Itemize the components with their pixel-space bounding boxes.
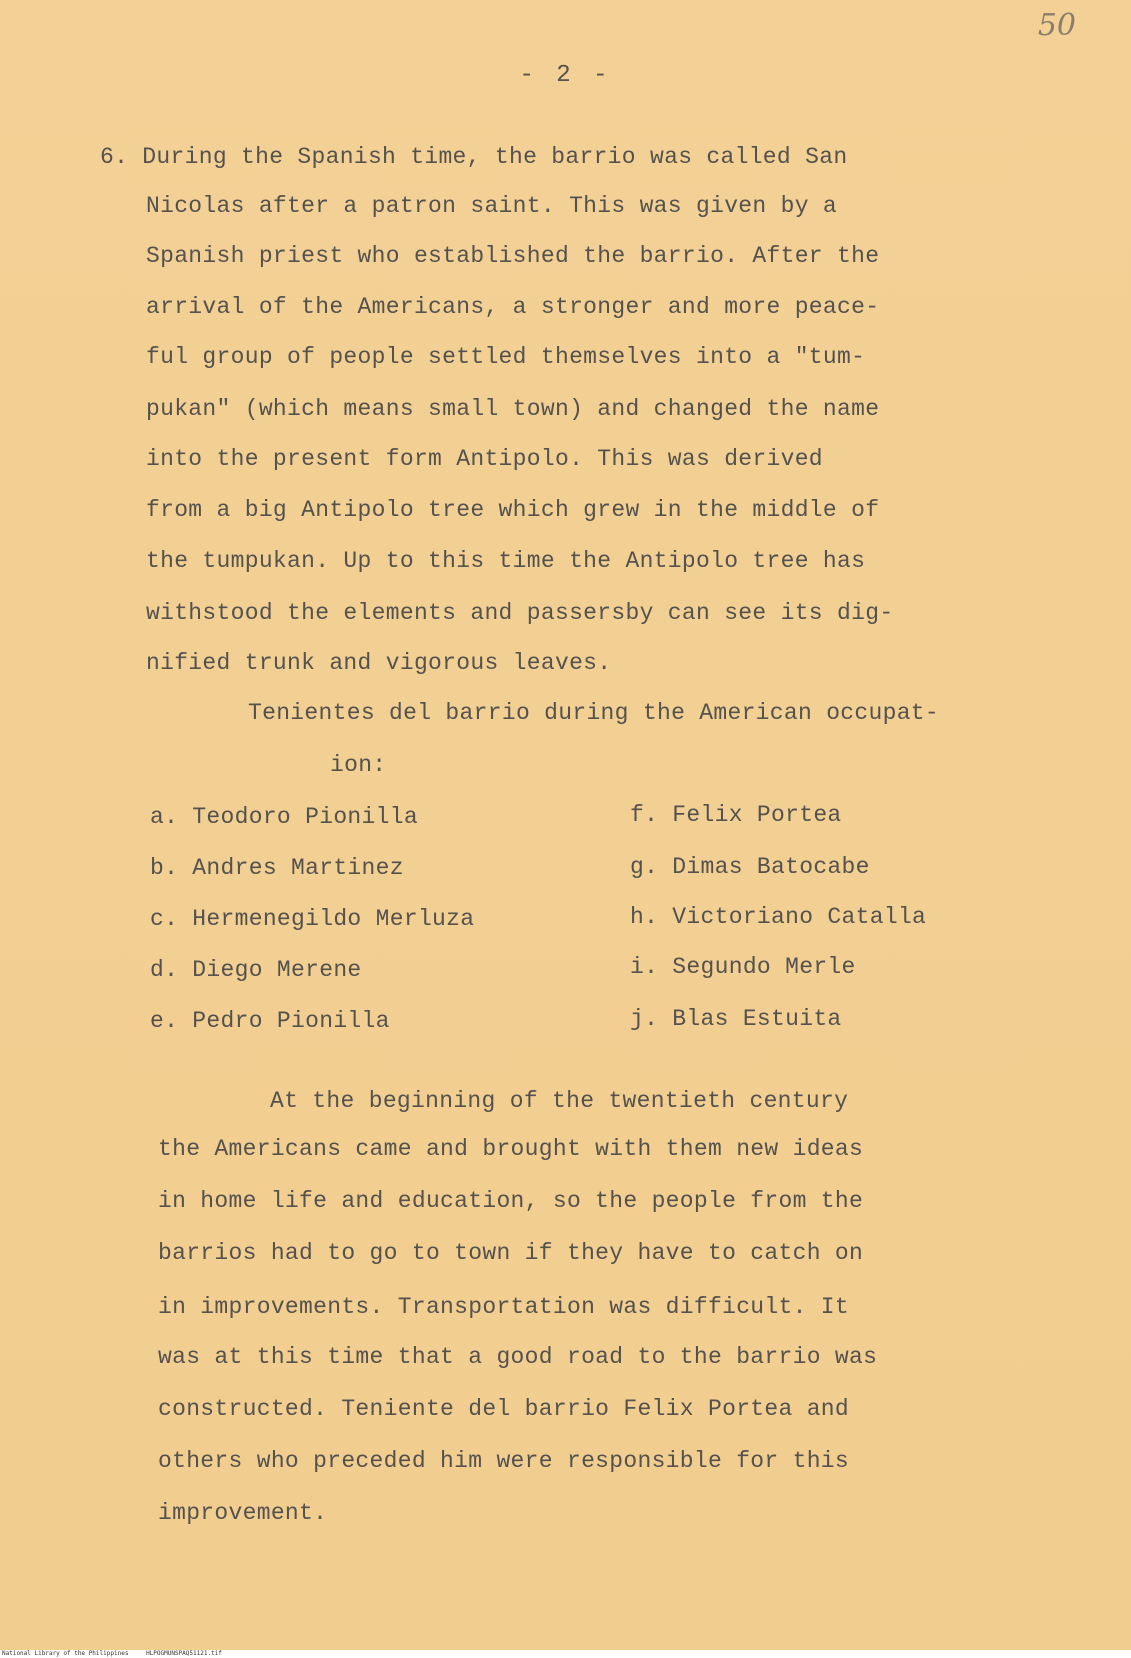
paragraph1-line: arrival of the Americans, a stronger and more peace-	[146, 294, 880, 320]
paragraph2-line: At the beginning of the twentieth century	[270, 1088, 849, 1114]
tenientes-heading: ion:	[330, 752, 387, 778]
paragraph1-line: pukan" (which means small town) and changed the name	[146, 396, 880, 422]
footer-library-name: National Library of the Philippines	[2, 1650, 129, 1657]
teniente-list-item: f. Felix Portea	[630, 802, 842, 828]
scan-footer	[0, 1650, 1131, 1658]
paragraph1-line: ful group of people settled themselves into a "tum-	[146, 344, 866, 370]
paragraph1-line: into the present form Antipolo. This was derived	[146, 446, 823, 472]
paragraph2-line: was at this time that a good road to the barrio was	[158, 1344, 878, 1370]
paragraph2-line: constructed. Teniente del barrio Felix Portea and	[158, 1396, 850, 1422]
paragraph2-line: in home life and education, so the people from the	[158, 1188, 864, 1214]
paragraph1-line: withstood the elements and passersby can see its dig-	[146, 600, 894, 626]
paragraph2-line: the Americans came and brought with them new ideas	[158, 1136, 864, 1162]
teniente-list-item: b. Andres Martinez	[150, 855, 404, 881]
page-number: - 2 -	[519, 62, 612, 89]
folio-number: 50	[1037, 8, 1076, 43]
paragraph1-line: 6. During the Spanish time, the barrio was called San	[100, 144, 848, 170]
teniente-list-item: h. Victoriano Catalla	[630, 904, 927, 930]
paragraph2-line: others who preceded him were responsible for this	[158, 1448, 850, 1474]
paragraph1-line: Nicolas after a patron saint. This was given by a	[146, 193, 838, 219]
teniente-list-item: a. Teodoro Pionilla	[150, 804, 418, 830]
paragraph1-line: nified trunk and vigorous leaves.	[146, 650, 612, 676]
paragraph2-line: barrios had to go to town if they have to catch on	[158, 1240, 864, 1266]
teniente-list-item: i. Segundo Merle	[630, 954, 856, 980]
paragraph2-line: in improvements. Transportation was difficult. It	[158, 1294, 850, 1320]
teniente-list-item: e. Pedro Pionilla	[150, 1008, 390, 1034]
paragraph2-line: improvement.	[158, 1500, 328, 1526]
paragraph1-line: Spanish priest who established the barrio. After the	[146, 243, 880, 269]
footer-file-name: HLPOGMUNSPAQ51121.tif	[146, 1650, 222, 1657]
teniente-list-item: j. Blas Estuita	[630, 1006, 842, 1032]
tenientes-heading: Tenientes del barrio during the American occupat-	[248, 700, 940, 726]
teniente-list-item: g. Dimas Batocabe	[630, 854, 870, 880]
paragraph1-line: from a big Antipolo tree which grew in the middle of	[146, 497, 880, 523]
paragraph1-line: the tumpukan. Up to this time the Antipolo tree has	[146, 548, 866, 574]
teniente-list-item: c. Hermenegildo Merluza	[150, 906, 475, 932]
teniente-list-item: d. Diego Merene	[150, 957, 362, 983]
